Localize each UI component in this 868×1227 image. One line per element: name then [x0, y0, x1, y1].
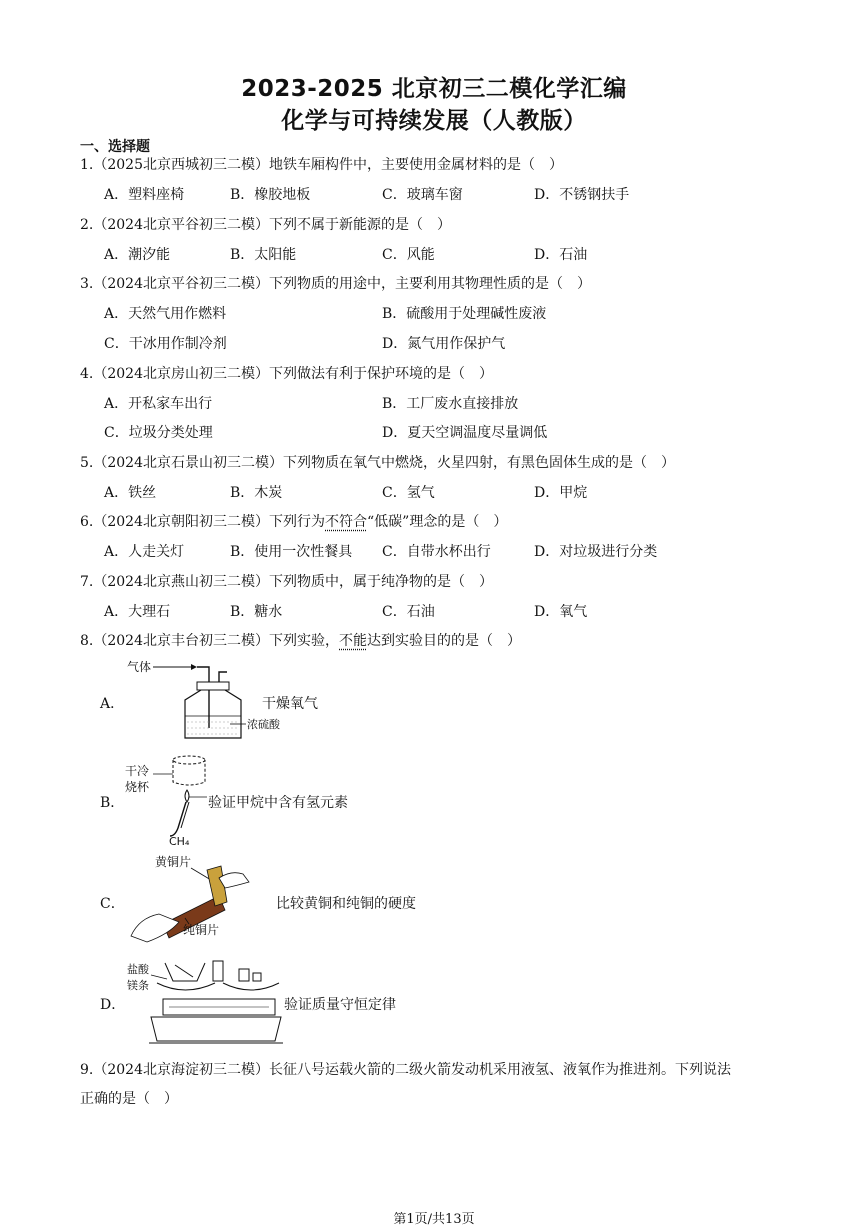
question-6-stem [80, 513, 507, 531]
question-7-stem: 7.（2024北京燕山初三二模）下列物质中，属于纯净物的是（ ） [80, 574, 493, 590]
q5-option-d: D．甲烷 [534, 485, 588, 501]
q5-option-a: A．铁丝 [104, 485, 157, 501]
inlet-tube [197, 667, 209, 728]
q8-option-b-text: 验证甲烷中含有氢元素 [208, 795, 348, 811]
q8-stem-pre: 8.（2024北京丰台初三二模）下列实验， [80, 633, 339, 649]
q7-option-c: C．石油 [382, 604, 435, 620]
q8-option-a-label: A． [100, 696, 125, 712]
q8-option-c-label: C． [100, 896, 125, 912]
q3-option-c: C．干冰用作制冷剂 [104, 336, 227, 352]
balance-diagram [123, 955, 283, 1047]
q6-stem-post: “低碳”理念的是（ ） [367, 514, 508, 530]
q8-c-copper-label: 纯铜片 [183, 923, 220, 937]
q8-option-a-text: 干燥氧气 [262, 696, 318, 712]
q8-option-c-text: 比较黄铜和纯铜的硬度 [276, 896, 416, 912]
question-4-stem: 4.（2024北京房山初三二模）下列做法有利于保护环境的是（ ） [80, 366, 493, 382]
inlet-arrow-head [191, 664, 197, 670]
q8-option-b-label: B． [100, 795, 125, 811]
q8-option-d-label: D． [100, 997, 126, 1013]
q4-option-a: A．开私家车出行 [104, 396, 213, 412]
q6-stem-pre: 6.（2024北京朝阳初三二模）下列行为 [80, 514, 325, 530]
q7-option-d: D．氧气 [534, 604, 588, 620]
q8-d-reagent-label-2: 镁条 [127, 979, 149, 992]
right-pan [223, 983, 279, 990]
q4-option-d: D．夏天空调温度尽量调低 [382, 425, 548, 441]
question-2-stem: 2.（2024北京平谷初三二模）下列不属于新能源的是（ ） [80, 217, 451, 233]
q3-option-a: A．天然气用作燃料 [104, 306, 227, 322]
q4-option-b: B．工厂废水直接排放 [382, 396, 519, 412]
q8-b-ch4-label: CH₄ [169, 835, 190, 848]
q1-option-a: A．塑料座椅 [104, 187, 185, 203]
q8-b-beaker-label-1: 干冷 [125, 764, 150, 778]
left-hand [131, 914, 179, 942]
page-footer: 第1页/共13页 [393, 1212, 475, 1227]
q6-option-a: A．人走关灯 [104, 544, 185, 560]
question-5-stem: 5.（2024北京石景山初三二模）下列物质在氧气中燃烧，火星四射，有黑色固体生成的是（ ） [80, 455, 675, 471]
q1-option-c: C．玻璃车窗 [382, 187, 463, 203]
bottle-stopper [197, 682, 229, 690]
q8-d-reagent-label-1: 盐酸 [127, 963, 149, 976]
right-hand [219, 873, 249, 888]
q5-option-c: C．氢气 [382, 485, 435, 501]
q6-option-d: D．对垃圾进行分类 [534, 544, 658, 560]
document-title-line-2: 化学与可持续发展（人教版） [281, 108, 587, 134]
document-title-line-1: 2023-2025 北京初三二模化学汇编 [241, 76, 627, 102]
q1-option-b: B．橡胶地板 [230, 187, 311, 203]
q8-stem-emphasis: 不能 [339, 633, 367, 649]
q2-option-c: C．风能 [382, 247, 435, 263]
q1-option-d: D．不锈钢扶手 [534, 187, 630, 203]
question-1-stem: 1.（2025北京西城初三二模）地铁车厢构件中，主要使用金属材料的是（ ） [80, 157, 563, 173]
q2-option-a: A．潮汐能 [104, 247, 171, 263]
question-8-stem [80, 632, 521, 650]
section-heading: 一、选择题 [80, 139, 150, 155]
q8-option-d-text: 验证质量守恒定律 [284, 997, 396, 1013]
gas-washing-bottle-diagram [125, 658, 280, 744]
q8-stem-post: 达到实验目的的是（ ） [367, 633, 521, 649]
q3-option-b: B．硫酸用于处理碱性废液 [382, 306, 547, 322]
q6-stem-emphasis: 不符合 [325, 514, 367, 530]
question-3-stem: 3.（2024北京平谷初三二模）下列物质的用途中，主要利用其物理性质的是（ ） [80, 276, 591, 292]
q2-option-b: B．太阳能 [230, 247, 297, 263]
q8-a-acid-label: 浓硫酸 [247, 718, 280, 731]
q8-b-beaker-label-2: 烧杯 [125, 780, 150, 794]
tilted-test-tube [175, 965, 193, 977]
bottle-body [185, 690, 241, 738]
balance-base [151, 1017, 281, 1041]
methane-combustion-diagram [123, 750, 208, 848]
weight-2 [253, 973, 261, 981]
q8-c-brass-label: 黄铜片 [155, 855, 192, 869]
q7-option-a: A．大理石 [104, 604, 171, 620]
hardness-comparison-diagram [123, 852, 273, 946]
q6-option-c: C．自带水杯出行 [382, 544, 491, 560]
q7-option-b: B．糖水 [230, 604, 283, 620]
question-9-stem-line-1: 9.（2024北京海淀初三二模）长征八号运载火箭的二级火箭发动机采用液氢、液氧作为推进剂。下列说法 [80, 1062, 731, 1078]
q8-a-gas-label: 气体 [127, 660, 152, 674]
q6-option-b: B．使用一次性餐具 [230, 544, 353, 560]
flame [185, 790, 189, 802]
q2-option-d: D．石油 [534, 247, 588, 263]
q5-option-b: B．木炭 [230, 485, 283, 501]
left-pan [157, 983, 215, 990]
reagent-pointer [151, 975, 167, 979]
balance-pointer-column [213, 961, 223, 981]
question-9-stem-line-2: 正确的是（ ） [80, 1091, 178, 1107]
q4-option-c: C．垃圾分类处理 [104, 425, 213, 441]
beaker-rim [173, 756, 205, 764]
q3-option-d: D．氮气用作保护气 [382, 336, 506, 352]
weight-1 [239, 969, 249, 981]
